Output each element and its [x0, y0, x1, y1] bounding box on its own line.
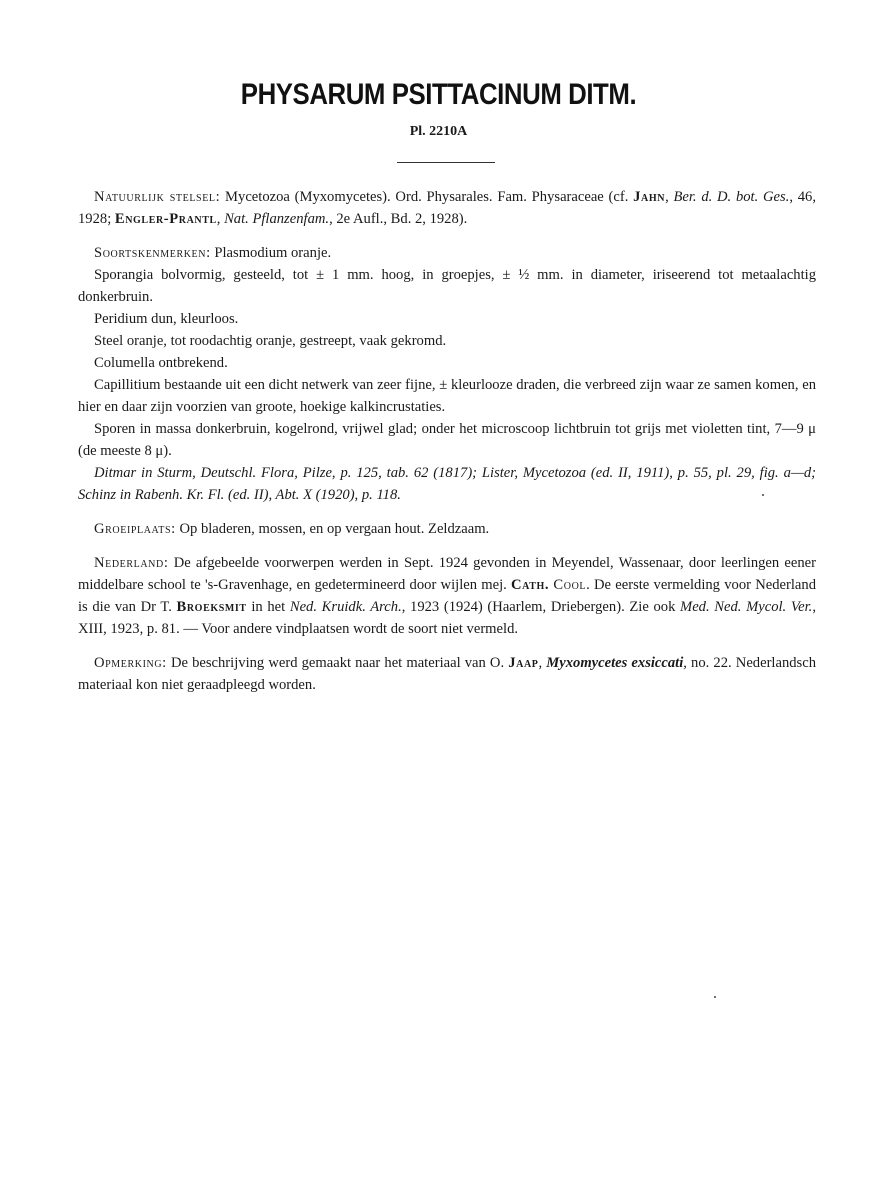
scan-speck — [762, 494, 764, 496]
text: , XIII, 1923, p. 81. — Voor andere vindplaatsen wordt de soort niet vermeld. — [78, 599, 816, 637]
text: Op bladeren, mossen, en op vergaan hout. Zeldzaam. — [175, 521, 490, 537]
opmerking-paragraph — [78, 652, 816, 696]
author-name: Cool — [553, 577, 587, 593]
text: , — [538, 655, 547, 671]
author-name: Broeksmit — [176, 599, 247, 615]
text: Plasmodium oranje. — [210, 245, 332, 261]
section-label: Opmerking: — [94, 655, 167, 671]
title-divider — [397, 162, 495, 163]
steel-paragraph: Steel oranje, tot roodachtig oranje, gestreept, vaak gekromd. — [94, 333, 447, 349]
section-label: Natuurlijk stelsel: — [94, 189, 221, 205]
plate-number: Pl. 2210A — [409, 124, 468, 139]
text: , 1923 (1924) (Haarlem, Driebergen). Zie ook — [401, 599, 681, 615]
columella-paragraph: Columella ontbrekend. — [94, 355, 228, 371]
author-name: Jahn — [633, 189, 666, 205]
natuurlijk-stelsel-paragraph — [78, 186, 816, 230]
reference: Ber. d. D. bot. Ges. — [673, 189, 790, 205]
text: in het — [246, 599, 290, 615]
text: De afgebeelde voorwerpen werden in Sept. 1924 gevonden in Meyendel, Wassenaar, door leerlingen eener middelbare school te 's-Gravenhage, en gedetermineerd door wijlen mej. — [78, 555, 816, 593]
text: , 46, 1928; — [78, 189, 816, 227]
scan-speck — [714, 996, 716, 998]
groeiplaats-paragraph — [78, 518, 816, 540]
section-label: Soortskenmerken: — [94, 245, 211, 261]
reference: Myxomycetes exsiccati — [546, 655, 684, 671]
reference: Ned. Kruidk. Arch. — [289, 599, 402, 615]
section-label: Nederland: — [94, 555, 169, 571]
capillitium-paragraph: Capillitium bestaande uit een dicht netwerk van zeer fijne, ± kleurlooze draden, die verbreed zijn waar ze samen komen, en hier en daar zijn voorzien van groote, hoekige kalkincrustaties. — [78, 377, 816, 415]
nederland-paragraph — [78, 552, 816, 640]
peridium-paragraph: Peridium dun, kleurloos. — [94, 311, 239, 327]
text: , — [665, 189, 674, 205]
page-title: PHYSARUM PSITTACINUM DITM. — [240, 78, 637, 111]
author-name: Engler-Prantl — [114, 211, 217, 227]
text: , — [216, 211, 225, 227]
sporangia-paragraph: Sporangia bolvormig, gesteeld, tot ± 1 mm. hoog, in groepjes, ± ½ mm. in diameter, iriseerend tot metaalachtig donkerbruin. — [78, 267, 816, 305]
literature-paragraph: Ditmar in Sturm, Deutschl. Flora, Pilze, p. 125, tab. 62 (1817); Lister, Mycetozoa (ed. II, 1911), p. 55, pl. 29, fig. a—d; Schinz in Rabenh. Kr. Fl. (ed. II), Abt. X (1920), p. 118. — [78, 465, 816, 503]
text: . De eerste vermelding voor Nederland is die van Dr T. — [78, 577, 816, 615]
reference: Med. Ned. Mycol. Ver. — [680, 599, 813, 615]
text: De beschrijving werd gemaakt naar het materiaal van O. — [166, 655, 509, 671]
author-name: Jaap — [508, 655, 539, 671]
document-body — [78, 186, 816, 696]
sporen-paragraph: Sporen in massa donkerbruin, kogelrond, vrijwel glad; onder het microscoop lichtbruin tot grijs met violetten tint, 7—9 μ (de meeste 8 μ). — [78, 421, 816, 459]
text: Mycetozoa (Myxomycetes). Ord. Physarales. Fam. Physaraceae (cf. — [220, 189, 634, 205]
text: , no. 22. Nederlandsch materiaal kon niet geraadpleegd worden. — [78, 655, 817, 693]
soortskenmerken-paragraph — [78, 242, 816, 264]
section-label: Groeiplaats: — [94, 521, 176, 537]
text: , 2e Aufl., Bd. 2, 1928). — [329, 211, 468, 227]
reference: Nat. Pflanzenfam. — [224, 211, 330, 227]
author-name: Cath. — [511, 577, 550, 593]
